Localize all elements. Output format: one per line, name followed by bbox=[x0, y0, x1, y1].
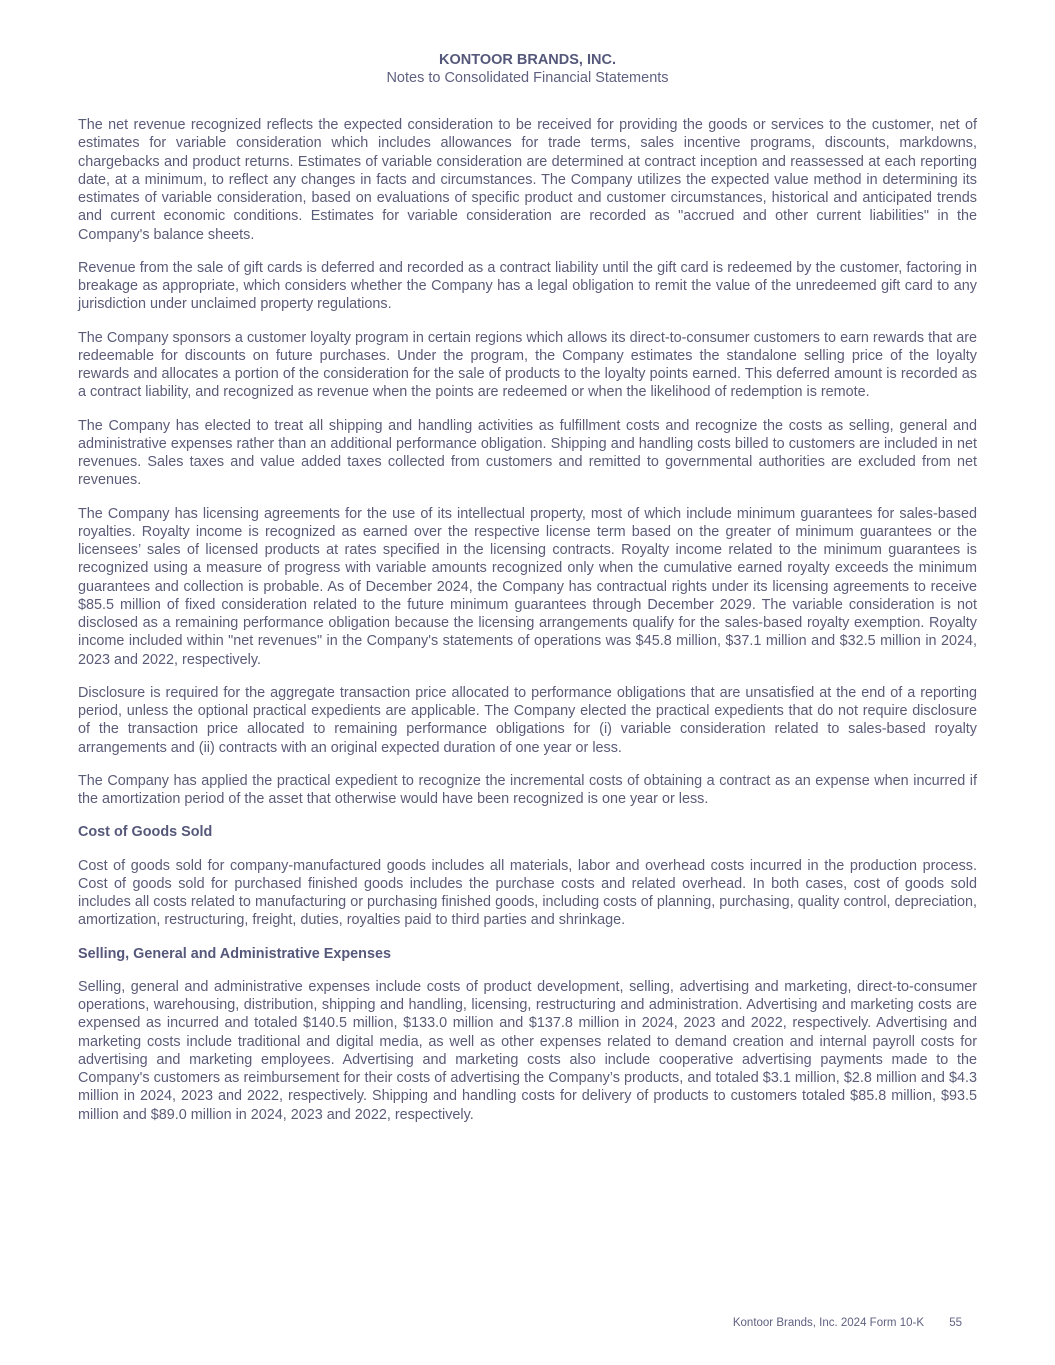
paragraph-licensing: The Company has licensing agreements for the use of its intellectual property, most of which include minimum guarantees for sales-based royalties. Royalty income is recognized as earned over the respective license term based on the greater of minimum guarantees or the licensees’ sales of licensed products at rates specified in the licensing contracts. Royalty income related to the minimum guarantees is recognized using a measure of progress with variable amounts recognized only when the cumulative earned royalty exceeds the minimum guarantees and collection is probable. As of December 2024, the Company has contractual rights under its licensing agreements to receive $85.5 million of fixed consideration related to the future minimum guarantees through December 2029. The variable consideration is not disclosed as a remaining performance obligation because the licensing arrangements qualify for the sales-based royalty exemption. Royalty income included within "net revenues" in the Company's statements of operations was $45.8 million, $37.1 million and $32.5 million in 2024, 2023 and 2022, respectively. bbox=[78, 505, 977, 668]
footer-document-label: Kontoor Brands, Inc. 2024 Form 10-K bbox=[732, 1317, 924, 1329]
page-number: 55 bbox=[949, 1317, 962, 1329]
paragraph-cogs: Cost of goods sold for company-manufactured goods includes all materials, labor and overhead costs incurred in the production process. Cost of goods sold for purchased finished goods includes the purchase costs and related overhead. In both cases, cost of goods sold includes all costs related to manufacturing or purchasing finished goods, including costs of planning, purchasing, quality control, depreciation, amortization, restructuring, freight, duties, royalties paid to third parties and shrinkage. bbox=[78, 857, 977, 929]
paragraph-net-revenue: The net revenue recognized reflects the expected consideration to be received for providing the goods or services to the customer, net of estimates for variable consideration which includes allowances for trade terms, sales incentive programs, discounts, markdowns, chargebacks and product returns. Estimates of variable consideration are determined at contract inception and reassessed at each reporting date, at a minimum, to reflect any changes in facts and circumstances. The Company utilizes the expected value method in determining its estimates of variable consideration, based on evaluations of specific product and customer circumstances, historical and anticipated trends and current economic conditions. Estimates for variable consideration are recorded as "accrued and other current liabilities" in the Company's balance sheets. bbox=[78, 117, 977, 243]
paragraph-disclosure: Disclosure is required for the aggregate transaction price allocated to performance obligations that are unsatisfied at the end of a reporting period, unless the optional practical expedients are applicable. The Company elected the practical expedients that do not require disclosure of the transaction price allocated to remaining performance obligations for (i) variable consideration related to sales-based royalty arrangements and (ii) contracts with an original expected duration of one year or less. bbox=[78, 684, 977, 756]
paragraph-gift-cards: Revenue from the sale of gift cards is deferred and recorded as a contract liability until the gift card is redeemed by the customer, factoring in breakage as appropriate, which considers whether the Company has a legal obligation to remit the value of the unredeemed gift card to any jurisdiction under unclaimed property regulations. bbox=[78, 259, 977, 313]
paragraph-shipping-handling: The Company has elected to treat all shipping and handling activities as fulfillment costs and recognize the costs as selling, general and administrative expenses rather than an additional performance obligation. Shipping and handling costs billed to customers are included in net revenues. Sales taxes and value added taxes collected from customers and remitted to governmental authorities are excluded from net revenues. bbox=[78, 417, 977, 489]
company-name: KONTOOR BRANDS, INC. bbox=[439, 52, 616, 68]
paragraph-practical-expedient: The Company has applied the practical expedient to recognize the incremental costs of obtaining a contract as an expense when incurred if the amortization period of the asset that otherwise would have been recognized is one year or less. bbox=[78, 772, 977, 807]
paragraph-loyalty-program: The Company sponsors a customer loyalty program in certain regions which allows its direct-to-consumer customers to earn rewards that are redeemable for discounts on future purchases. Under the program, the Company estimates the standalone selling price of the loyalty rewards and allocates a portion of the consideration for the sale of products to the loyalty points earned. This deferred amount is recorded as a contract liability, and recognized as revenue when the points are redeemed or when the likelihood of redemption is remote. bbox=[78, 329, 977, 401]
paragraph-sga: Selling, general and administrative expenses include costs of product development, selling, advertising and marketing, direct-to-consumer operations, warehousing, distribution, shipping and handling, licensing, restructuring and administration. Advertising and marketing costs are expensed as incurred and totaled $140.5 million, $133.0 million and $137.8 million in 2024, 2023 and 2022, respectively. Advertising and marketing costs include traditional and digital media, as well as other expenses related to demand creation and internal payroll costs for advertising and marketing employees. Advertising and marketing costs also include cooperative advertising payments made to the Company's customers as reimbursement for their costs of advertising the Company’s products, and totaled $3.1 million, $2.8 million and $4.3 million in 2024, 2023 and 2022, respectively. Shipping and handling costs for delivery of products to customers totaled $85.8 million, $93.5 million and $89.0 million in 2024, 2023 and 2022, respectively. bbox=[78, 978, 977, 1123]
section-heading-cogs: Cost of Goods Sold bbox=[78, 824, 213, 841]
page-footer bbox=[733, 1316, 962, 1330]
section-heading-sga: Selling, General and Administrative Expenses bbox=[78, 945, 391, 962]
document-subtitle: Notes to Consolidated Financial Statements bbox=[386, 70, 669, 86]
page-header bbox=[0, 51, 1055, 87]
document-body bbox=[78, 116, 977, 1139]
